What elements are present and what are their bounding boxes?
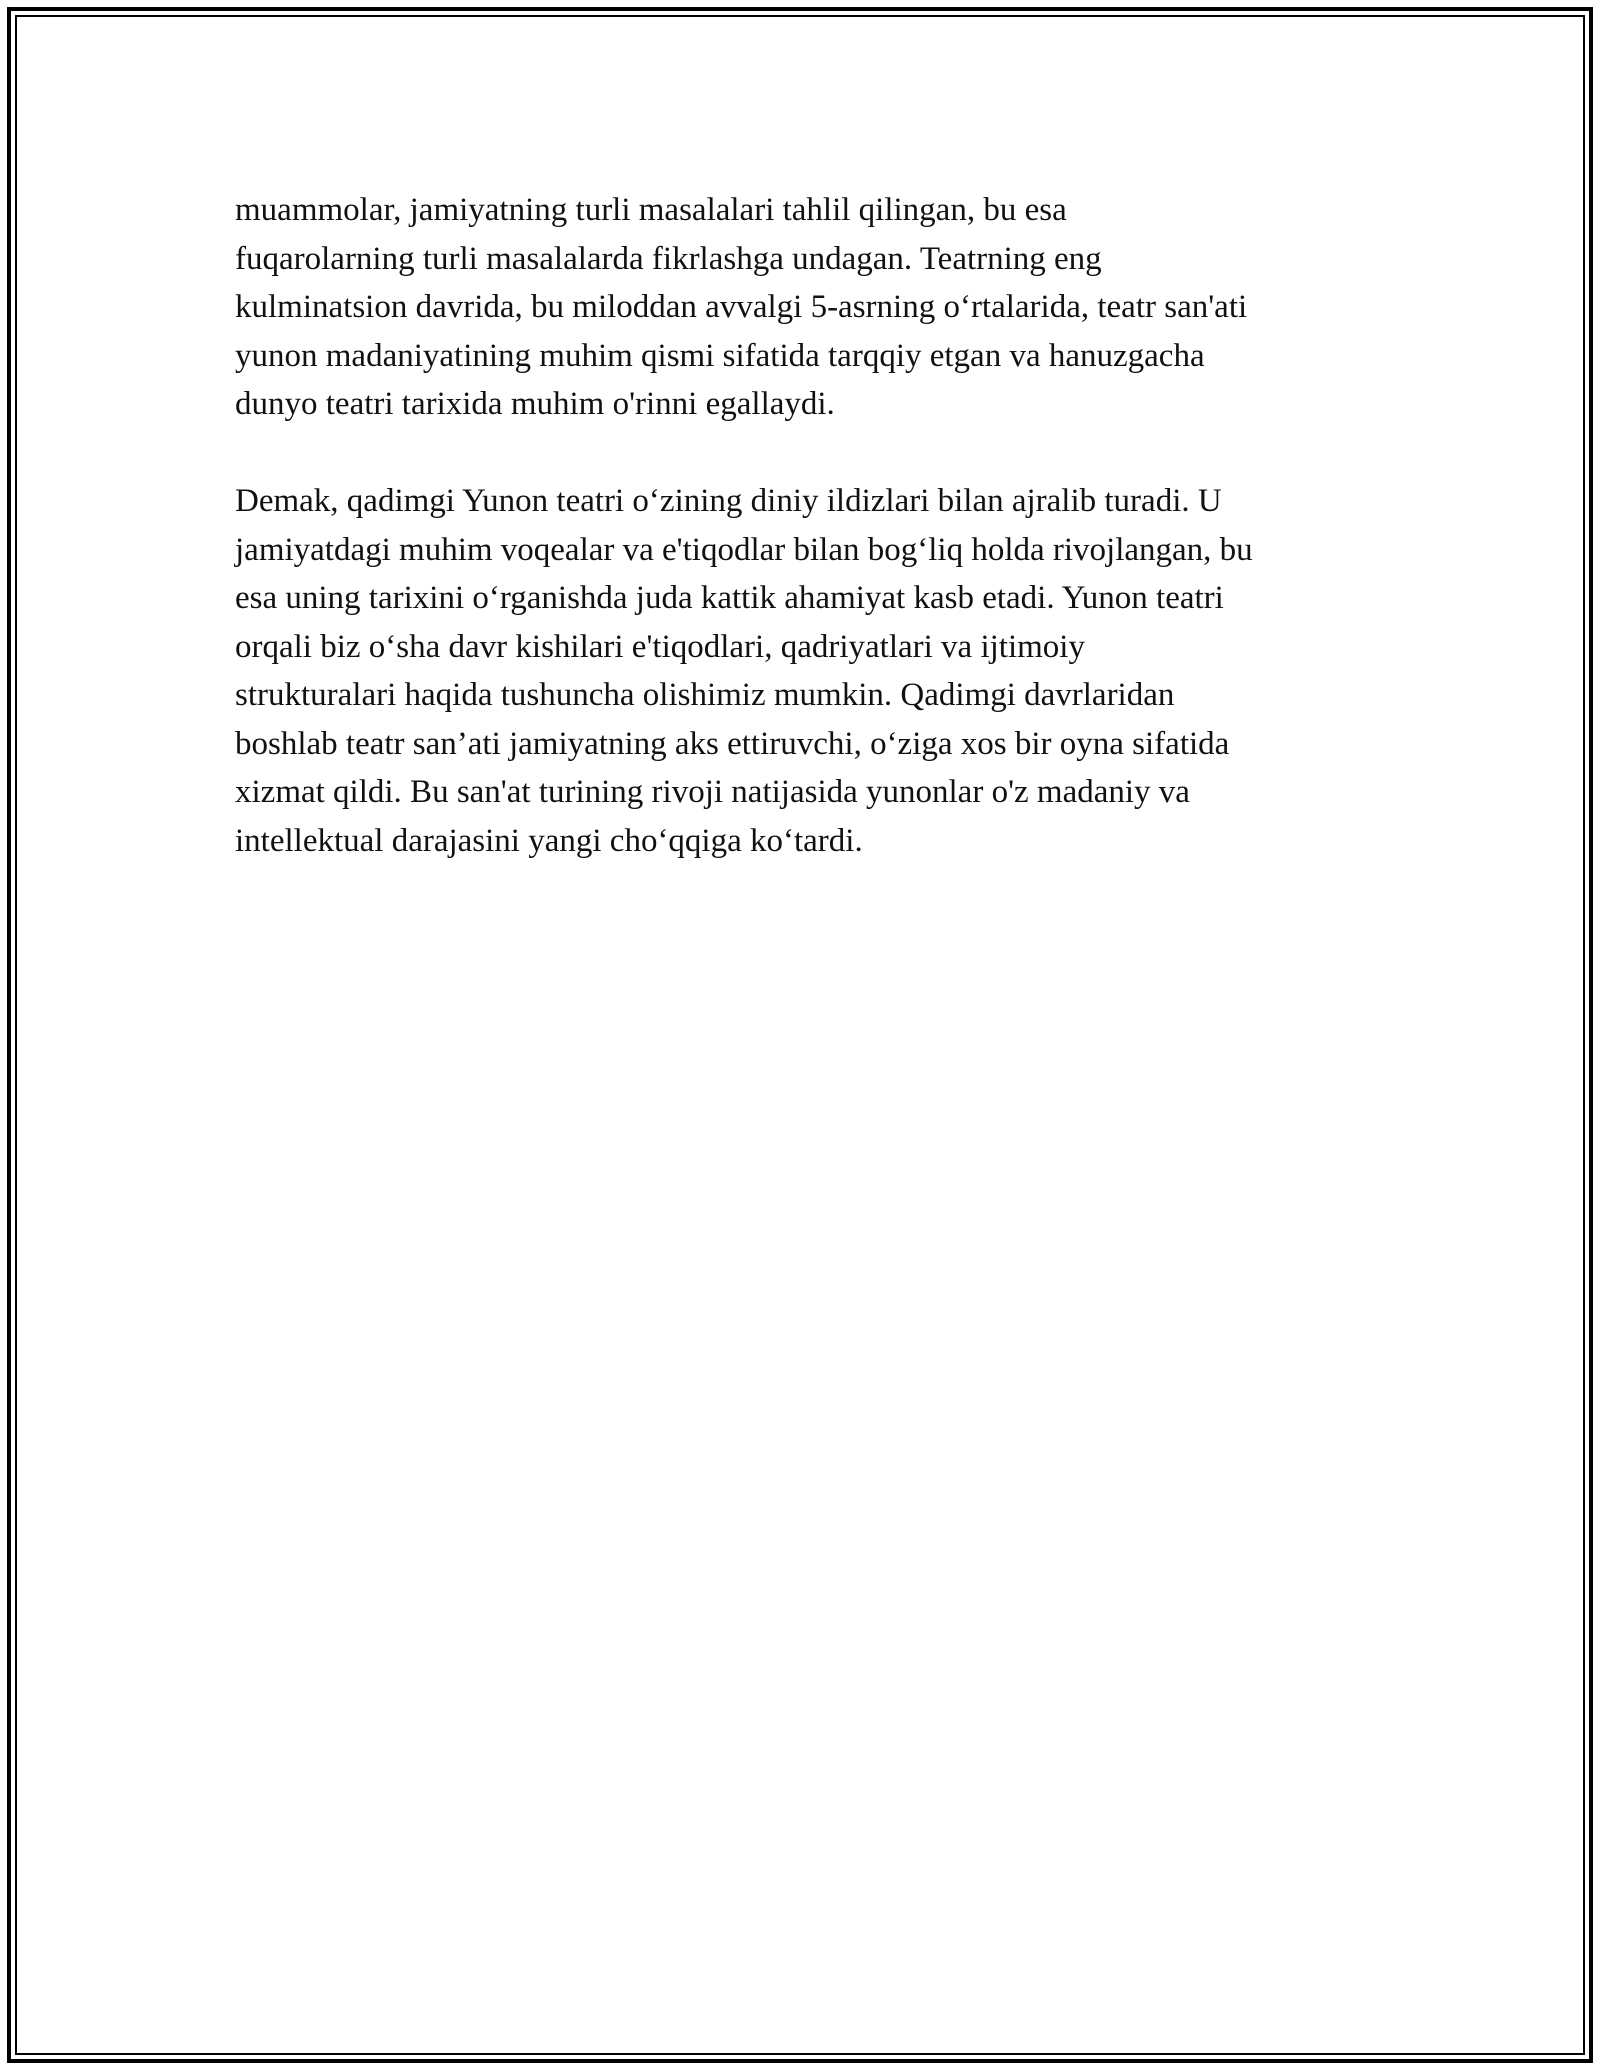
paragraph-line: orqali biz o‘sha davr kishilari e'tiqodlari, qadriyatlari va ijtimoiy <box>235 628 1085 665</box>
document-body <box>235 186 1375 865</box>
paragraph-line: boshlab teatr san’ati jamiyatning aks ettiruvchi, o‘ziga xos bir oyna sifatida <box>235 725 1230 762</box>
paragraph-line: dunyo teatri tarixida muhim o'rinni egallaydi. <box>235 386 835 422</box>
paragraph-line: muammolar, jamiyatning turli masalalari tahlil qilingan, bu esa <box>235 192 1067 228</box>
paragraph-line: xizmat qildi. Bu san'at turining rivoji natijasida yunonlar o'z madaniy va <box>235 774 1190 810</box>
paragraph-line: esa uning tarixini o‘rganishda juda kattik ahamiyat kasb etadi. Yunon teatri <box>235 580 1224 616</box>
paragraph-line: yunon madaniyatining muhim qismi sifatida tarqqiy etgan va hanuzgacha <box>235 337 1205 374</box>
paragraph-2 <box>235 477 1375 865</box>
paragraph-line: strukturalari haqida tushuncha olishimiz mumkin. Qadimgi davrlaridan <box>235 677 1175 713</box>
paragraph-line: fuqarolarning turli masalalarda fikrlashga undagan. Teatrning eng <box>235 240 1102 277</box>
paragraph-line: kulminatsion davrida, bu miloddan avvalgi 5-asrning o‘rtalarida, teatr san'ati <box>235 289 1248 325</box>
paragraph-line: Demak, qadimgi Yunon teatri o‘zining diniy ildizlari bilan ajralib turadi. U <box>235 483 1222 519</box>
paragraph-1 <box>235 186 1375 429</box>
paragraph-line: intellektual darajasini yangi cho‘qqiga ko‘tardi. <box>235 822 863 859</box>
paragraph-line: jamiyatdagi muhim voqealar va e'tiqodlar bilan bog‘liq holda rivojlangan, bu <box>235 531 1253 568</box>
